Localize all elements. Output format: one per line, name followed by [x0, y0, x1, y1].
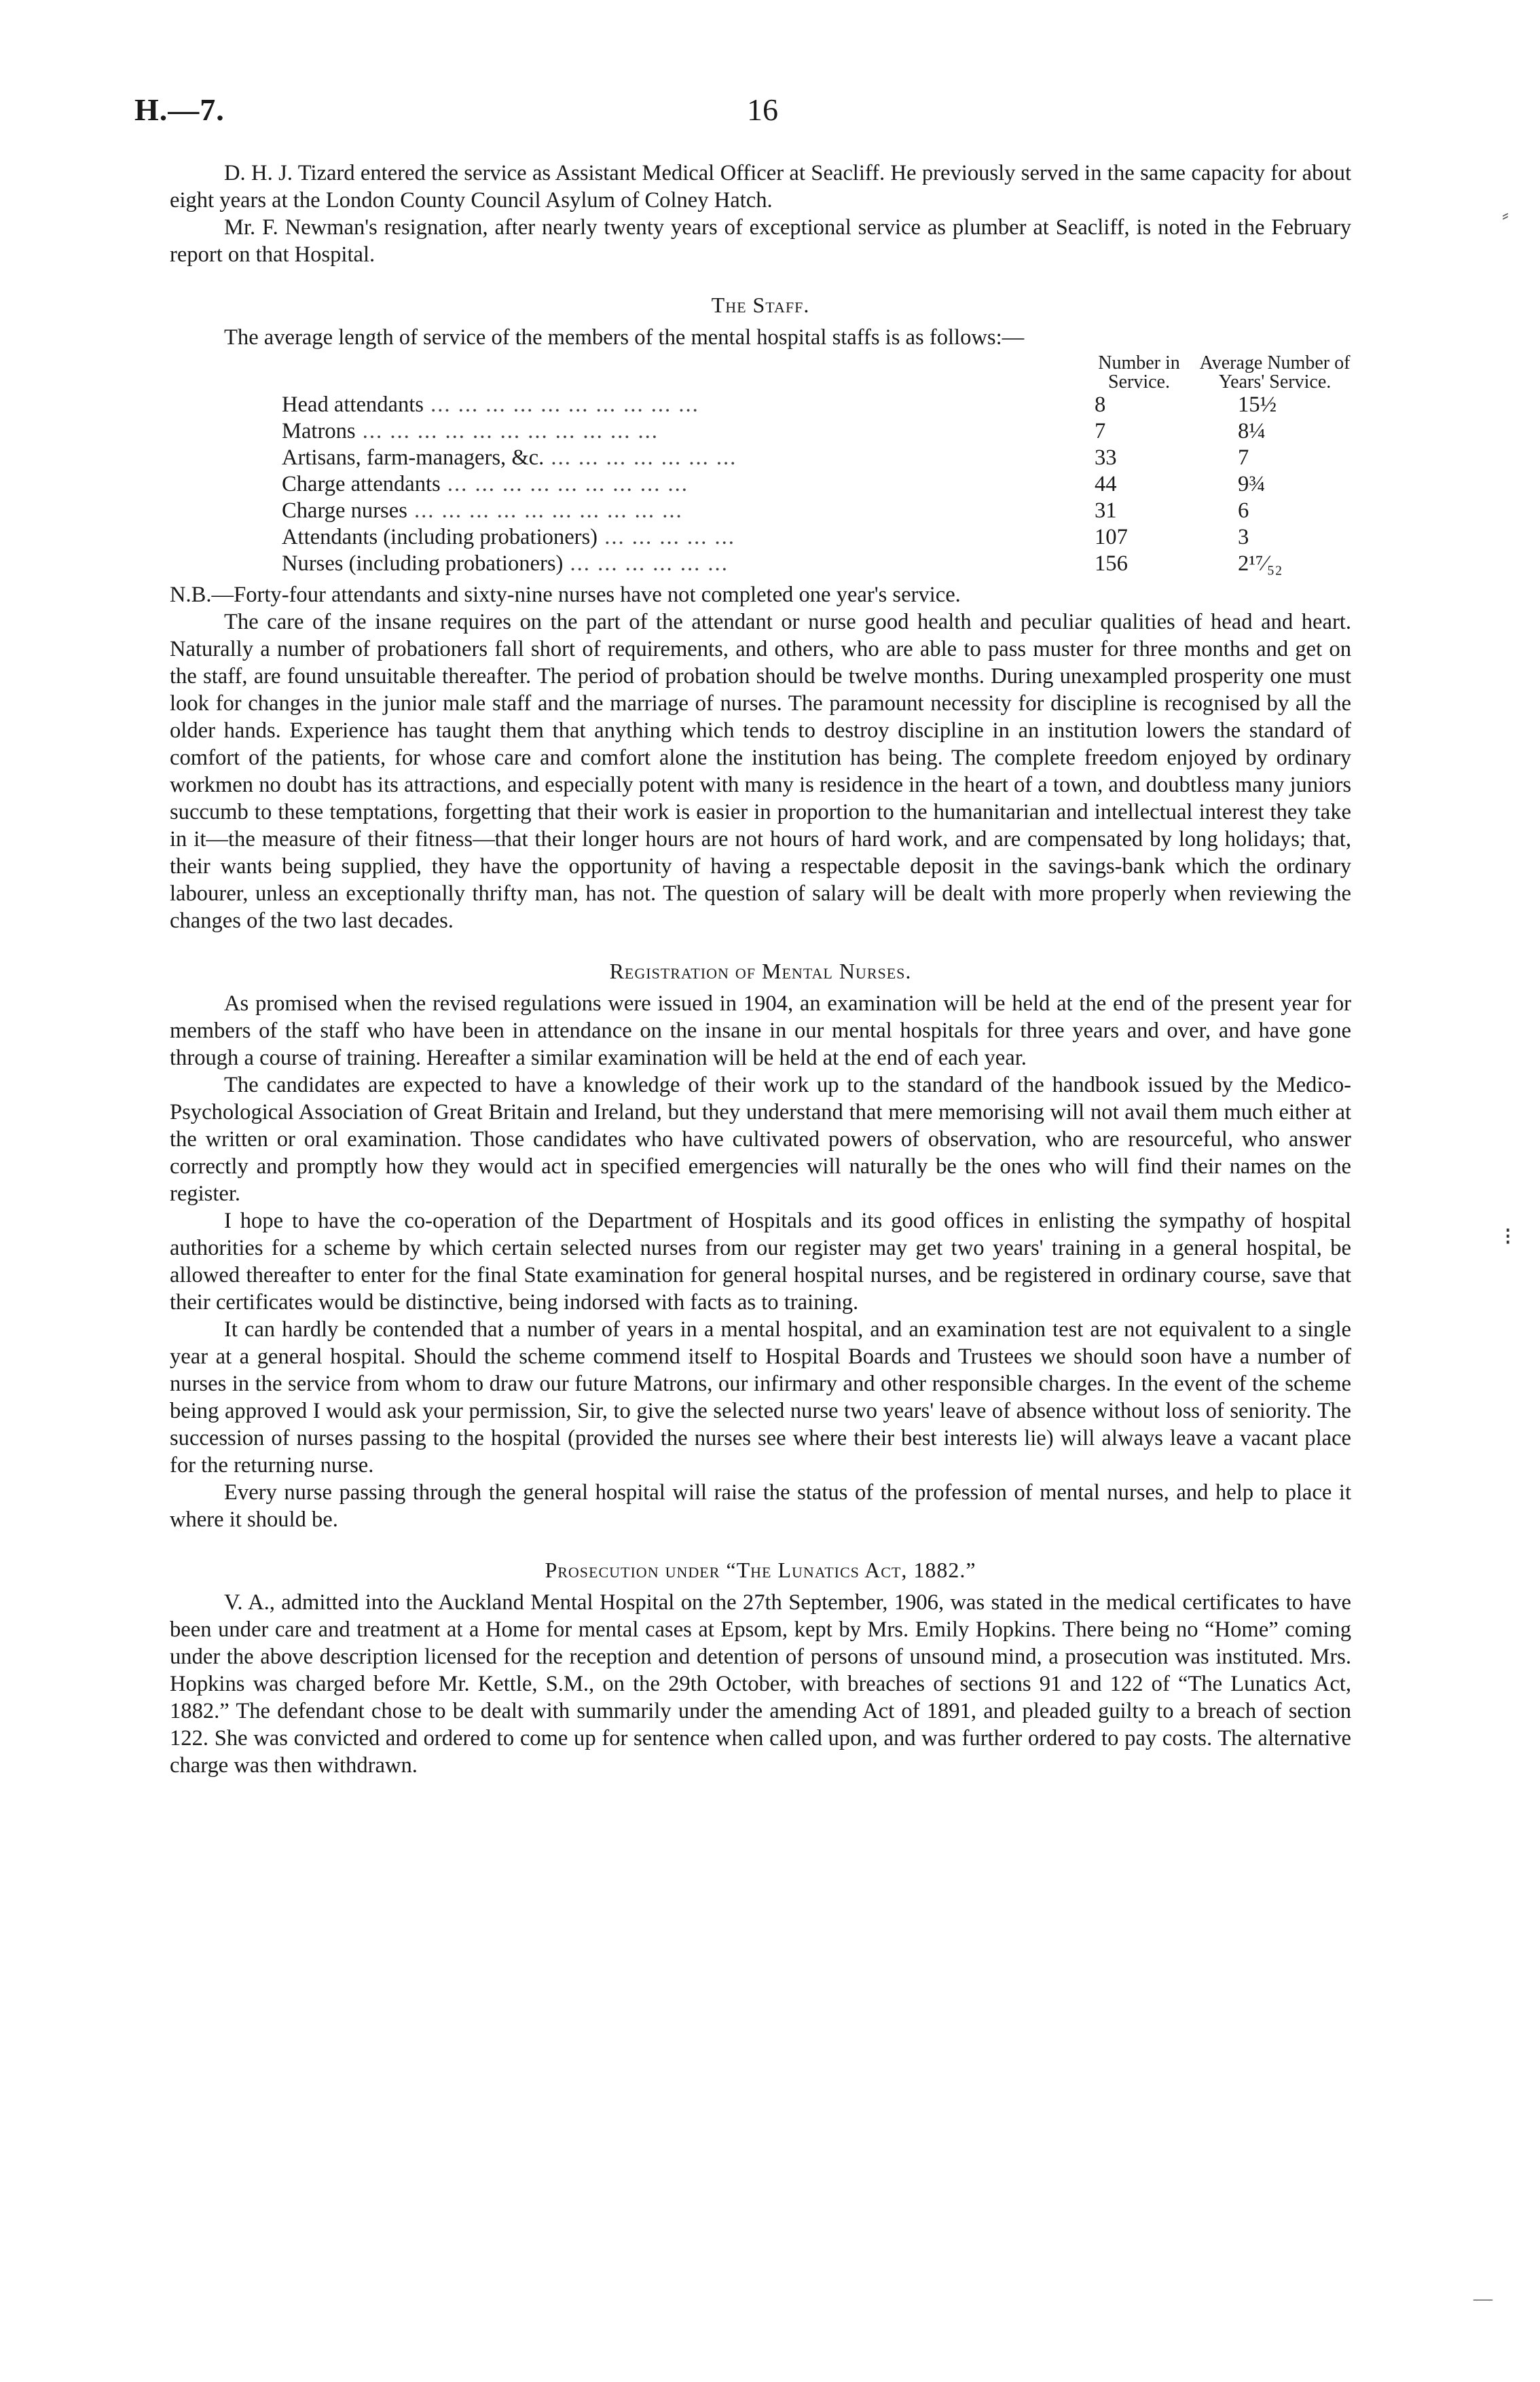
row-label: Matrons	[282, 419, 356, 443]
row-number: 31	[1095, 498, 1117, 523]
registration-paragraph: It can hardly be contended that a number of years in a mental hospital, and an examination test are not equivalent to a single year at a general hospital. Should the scheme commend itself to Hospital Boards and Trustees we should soon have a number of nurses in the service from whom to draw our future Matrons, our infirmary and other responsible charges. In the event of the scheme being approved I would ask your permission, Sir, to give the selected nurse two years' leave of absence without loss of seniority. The succession of nurses passing to the hospital (provided the nurses see where their best interests lie) will always leave a vacant place for the returning nurse.	[170, 1317, 1351, 1478]
row-label: Artisans, farm-managers, &c.	[282, 445, 545, 470]
row-label: Head attendants	[282, 392, 424, 417]
row-years: 9¾	[1238, 472, 1266, 496]
row-label: Charge nurses	[282, 498, 407, 523]
table-row: Matrons ... ... ... ... ... ... ... ... ... ... ... 7 8¼	[170, 418, 1351, 445]
margin-mark: ⸗	[1502, 204, 1509, 226]
table-row: Charge attendants ... ... ... ... ... ... ... ... ... 44 9¾	[170, 471, 1351, 498]
margin-mark: —	[1473, 2288, 1492, 2309]
row-label: Charge attendants	[282, 472, 441, 496]
row-number: 33	[1095, 445, 1117, 470]
intro-paragraph: Mr. F. Newman's resignation, after nearly twenty years of exceptional service as plumber at Seacliff, is noted in the February report on that Hospital.	[170, 215, 1351, 267]
table-row: Charge nurses ... ... ... ... ... ... ... ... ... ... 31 6	[170, 498, 1351, 524]
staff-lead: The average length of service of the members of the mental hospital staffs is as follows:—	[224, 325, 1025, 350]
row-number: 8	[1095, 392, 1106, 417]
page-number: 16	[747, 92, 778, 127]
registration-paragraph: As promised when the revised regulations were issued in 1904, an examination will be held at the end of the present year for members of the staff who have been in attendance on the insane in our mental hospitals for three years and over, and have gone through a course of training. Hereafter a similar examination will be held at the end of each year.	[170, 991, 1351, 1070]
row-years: 2¹⁷⁄₅₂	[1238, 551, 1283, 576]
table-row: Attendants (including probationers) ... ... ... ... ... 107 3	[170, 524, 1351, 551]
staff-paragraph: The care of the insane requires on the part of the attendant or nurse good health and peculiar qualities of head and heart. Naturally a number of probationers fall short of requirements, and others, who are able to pass muster for three months and get on the staff, are found unsuitable thereafter. The period of probation should be twelve months. During unexampled prosperity one must look for changes in the junior male staff and the marriage of nurses. The paramount necessity for discipline is recognised by all the older hands. Experience has taught them that anything which tends to destroy discipline in an institution lowers the standard of comfort of the patients, for whose care and comfort alone the institution has being. The complete freedom enjoyed by ordinary workmen no doubt has its attractions, and especially potent with many is residence in the heart of a town, and doubtless many juniors succumb to these temptations, forgetting that their work is easier in proportion to the humanitarian and intellectual interest they take in it—the measure of their fitness—that their longer hours are not hours of hard work, and are compensated by long holidays; that, their wants being supplied, they have the opportunity of having a respectable deposit in the savings-bank which the ordinary labourer, unless an exceptionally thrifty man, has not. The question of salary will be dealt with more properly when reviewing the changes of the two last decades.	[170, 610, 1351, 933]
prosecution-paragraph: V. A., admitted into the Auckland Mental Hospital on the 27th September, 1906, was stated in the medical certificates to have been under care and treatment at a Home for mental cases at Epsom, kept by Mrs. Emily Hopkins. There being no “Home” coming under the above description licensed for the reception and detention of persons of unsound mind, a prosecution was instituted. Mrs. Hopkins was charged before Mr. Kettle, S.M., on the 29th October, with breaches of sections 91 and 122 of “The Lunatics Act, 1882.” The defendant chose to be dealt with summarily under the amending Act of 1891, and pleaded guilty to a breach of section 122. She was convicted and ordered to come up for sentence when called upon, and was further ordered to pay costs. The alternative charge was then withdrawn.	[170, 1590, 1351, 1778]
document-code: H.—7.	[134, 92, 225, 127]
document-body	[170, 160, 1351, 1779]
intro-paragraph: D. H. J. Tizard entered the service as Assistant Medical Officer at Seacliff. He previously served in the same capacity for about eight years at the London County Council Asylum of Colney Hatch.	[170, 161, 1351, 213]
registration-paragraph: The candidates are expected to have a knowledge of their work up to the standard of the handbook issued by the Medico-Psychological Association of Great Britain and Ireland, but they understand that mere memorising will not avail them much either at the written or oral examination. Those candidates who have cultivated powers of observation, who are resourceful, who answer correctly and promptly how they would act in specified emergencies will naturally be the ones who will find their names on the register.	[170, 1073, 1351, 1206]
row-number: 107	[1095, 525, 1128, 549]
staff-service-table	[170, 354, 1351, 577]
row-number: 7	[1095, 419, 1106, 443]
registration-paragraph: Every nurse passing through the general hospital will raise the status of the profession of mental nurses, and help to place it where it should be.	[170, 1480, 1351, 1532]
column-header-years: Average Number of Years' Service.	[1199, 352, 1351, 392]
row-years: 15½	[1238, 392, 1277, 417]
table-header	[170, 354, 1351, 392]
section-heading-registration: Registration of Mental Nurses.	[609, 959, 912, 983]
page-header	[0, 92, 1540, 139]
row-years: 6	[1238, 498, 1249, 523]
table-row: Artisans, farm-managers, &c. ... ... ... ... ... ... ... 33 7	[170, 445, 1351, 471]
row-label: Attendants (including probationers)	[282, 525, 598, 549]
registration-paragraph: I hope to have the co-operation of the Department of Hospitals and its good offices in enlisting the sympathy of hospital authorities for a scheme by which certain selected nurses from our register may get two years' training in a general hospital, be allowed thereafter to enter for the final State examination for general hospital nurses, and be registered in ordinary course, save that their certificates would be distinctive, being indorsed with facts as to training.	[170, 1209, 1351, 1315]
row-years: 8¼	[1238, 419, 1266, 443]
section-heading-prosecution: Prosecution under “The Lunatics Act, 1882.”	[545, 1558, 976, 1582]
row-years: 3	[1238, 525, 1249, 549]
table-row: Nurses (including probationers) ... ... ... ... ... ... 156 2¹⁷⁄₅₂	[170, 551, 1351, 577]
row-number: 156	[1095, 551, 1128, 576]
row-label: Nurses (including probationers)	[282, 551, 564, 576]
row-number: 44	[1095, 472, 1117, 496]
margin-mark: ⁝	[1504, 1223, 1512, 1250]
column-header-number: Number in Service.	[1098, 352, 1180, 392]
staff-note: N.B.—Forty-four attendants and sixty-nine nurses have not completed one year's service.	[170, 583, 961, 607]
section-heading-staff: The Staff.	[711, 293, 810, 317]
row-years: 7	[1238, 445, 1249, 470]
table-row: Head attendants ... ... ... ... ... ... ... ... ... ... 8 15½	[170, 392, 1351, 418]
